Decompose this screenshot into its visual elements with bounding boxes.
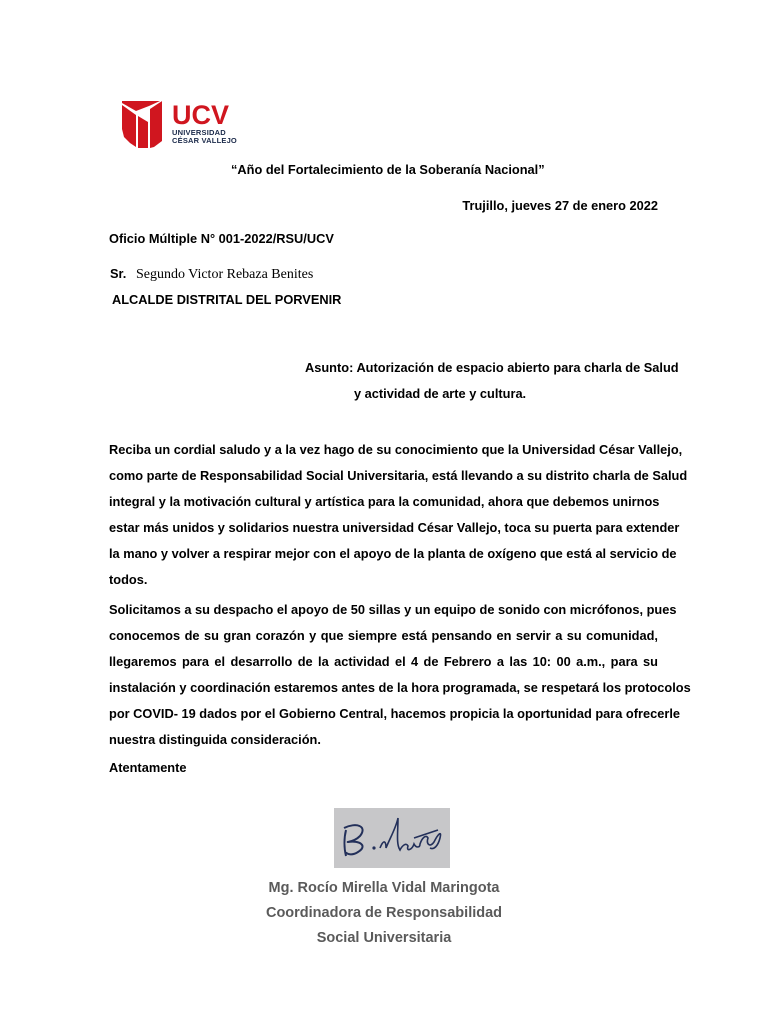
body-line: todos.	[109, 572, 148, 587]
signatory-name: Mg. Rocío Mirella Vidal Maringota	[268, 880, 500, 896]
logo-line2: CÉSAR VALLEJO	[172, 136, 237, 145]
body-paragraph-1	[109, 442, 688, 598]
recipient-title: Sr.	[110, 266, 127, 281]
recipient-name: Segundo Victor Rebaza Benites	[135, 267, 314, 282]
body-line: llegaremos para el desarrollo de la actividad el 4 de Febrero a las 10: 00 a.m., para su	[109, 654, 658, 669]
body-line: integral y la motivación cultural y artística para la comunidad, ahora que debemos unirnos	[109, 494, 660, 509]
signatory-role-1: Coordinadora de Responsabilidad	[265, 905, 503, 921]
logo-line1: UNIVERSIDAD	[172, 128, 226, 137]
subject-line1	[305, 360, 679, 376]
body-line: nuestra distinguida consideración.	[109, 732, 321, 747]
body-paragraph-2	[109, 602, 691, 758]
subject-label: Asunto:	[305, 360, 354, 375]
ucv-shield-icon	[122, 101, 164, 149]
reference-number: Oficio Múltiple N° 001-2022/RSU/UCV	[109, 231, 334, 246]
body-line: por COVID- 19 dados por el Gobierno Central, hacemos propicia la oportunidad para ofrecerle	[109, 706, 680, 721]
subject-text-1: Autorización de espacio abierto para charla de Salud	[356, 360, 679, 375]
ucv-logo	[122, 101, 237, 151]
subject-text-2: y actividad de arte y cultura.	[354, 386, 527, 401]
body-line: como parte de Responsabilidad Social Universitaria, está llevando a su distrito charla de Salud	[109, 468, 688, 483]
year-motto: “Año del Fortalecimiento de la Soberanía Nacional”	[231, 162, 545, 177]
place-date: Trujillo, jueves 27 de enero 2022	[462, 198, 658, 213]
logo-brand: UCV	[172, 100, 230, 130]
body-line: Solicitamos a su despacho el apoyo de 50 sillas y un equipo de sonido con micrófonos, pues	[109, 602, 677, 617]
body-line: la mano y volver a respirar mejor con el apoyo de la planta de oxígeno que está al servicio de	[109, 546, 677, 561]
handwritten-signature	[334, 808, 450, 868]
closing: Atentamente	[109, 760, 187, 775]
recipient	[110, 266, 313, 283]
signature-scribble-icon	[334, 808, 450, 868]
signatory-role-2: Social Universitaria	[316, 930, 452, 946]
body-line: conocemos de su gran corazón y que siempre está pensando en servir a su comunidad,	[109, 628, 658, 643]
body-line: Reciba un cordial saludo y a la vez hago de su conocimiento que la Universidad César Vallejo,	[109, 442, 683, 457]
body-line: estar más unidos y solidarios nuestra universidad César Vallejo, toca su puerta para extender	[109, 520, 680, 535]
body-line: instalación y coordinación estaremos antes de la hora programada, se respetará los protocolos	[109, 680, 691, 695]
recipient-position: ALCALDE DISTRITAL DEL PORVENIR	[112, 292, 342, 307]
